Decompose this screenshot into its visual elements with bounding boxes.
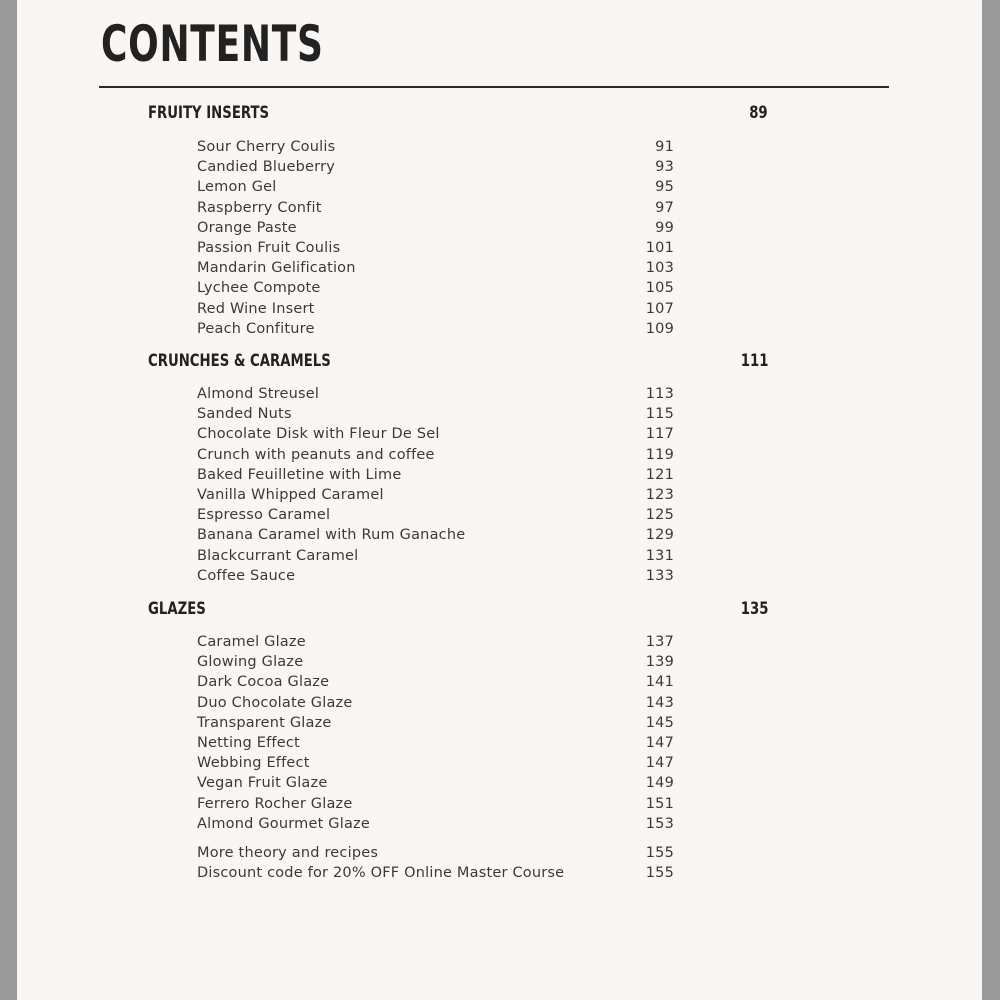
toc-entry[interactable] [197,674,674,694]
toc-entry-title: Almond Gourmet Glaze [197,815,370,832]
section-entries-crunches-caramels [197,386,674,588]
toc-entry-title: Transparent Glaze [197,714,332,731]
toc-entry-page: 113 [645,386,674,402]
toc-entry-page: 133 [645,567,674,584]
toc-entry-title: Candied Blueberry [197,159,336,176]
toc-entry[interactable] [197,487,674,507]
toc-entry[interactable] [197,280,674,300]
toc-entry[interactable] [197,179,674,199]
toc-entry-title: Peach Confiture [197,320,315,337]
toc-entry-page: 147 [645,755,674,772]
toc-entry-title: Almond Streusel [197,386,320,402]
toc-entry-title: Sour Cherry Coulis [197,139,336,155]
toc-entry-page: 117 [645,426,674,443]
toc-entry[interactable] [197,796,674,816]
toc-entry[interactable] [197,301,674,321]
toc-entry[interactable] [197,386,674,406]
toc-entry-page: 149 [645,775,674,792]
toc-entry-title: Dark Cocoa Glaze [197,674,330,691]
toc-entry[interactable] [197,447,674,467]
section-title: FRUITY INSERTS [148,103,270,123]
toc-entry-page: 155 [645,865,674,882]
toc-entry-page: 97 [655,199,674,216]
extra-entries [197,845,674,885]
toc-entry-title: Vanilla Whipped Caramel [197,486,384,503]
toc-entry-title: More theory and recipes [197,845,379,861]
toc-entry-title: Lychee Compote [197,280,321,297]
toc-entry[interactable] [197,654,674,674]
toc-entry-title: Baked Feuilletine with Lime [197,466,402,483]
toc-entry-title: Coffee Sauce [197,567,296,584]
toc-entry-page: 131 [645,547,674,564]
toc-entry-page: 101 [645,239,674,256]
section-heading-crunches-caramels[interactable] [148,351,768,375]
toc-entry-page: 145 [645,714,674,731]
toc-entry-title: Banana Caramel with Rum Ganache [197,527,466,544]
toc-entry-title: Crunch with peanuts and coffee [197,446,435,463]
toc-entry[interactable] [197,200,674,220]
toc-entry-extra[interactable] [197,845,674,865]
document-page [17,0,982,1000]
toc-entry-page: 109 [645,320,674,337]
toc-entry-extra[interactable] [197,865,674,885]
toc-entry-title: Lemon Gel [197,179,277,196]
page-title: CONTENTS [101,15,324,73]
section-page-number: 135 [740,599,768,619]
section-heading-fruity-inserts[interactable] [148,103,768,127]
section-heading-glazes[interactable] [148,599,768,623]
section-page-number: 111 [740,351,768,371]
toc-entry-title: Duo Chocolate Glaze [197,694,353,711]
toc-entry[interactable] [197,220,674,240]
toc-entry-title: Ferrero Rocher Glaze [197,795,353,812]
section-title: GLAZES [148,599,206,619]
toc-entry[interactable] [197,406,674,426]
toc-entry-title: Netting Effect [197,734,300,751]
toc-entry-page: 107 [645,300,674,317]
section-page-number: 89 [749,103,768,123]
toc-entry-title: Caramel Glaze [197,634,306,650]
toc-entry-page: 121 [645,466,674,483]
section-title: CRUNCHES & CARAMELS [148,351,331,371]
toc-entry-page: 119 [645,446,674,463]
toc-entry[interactable] [197,426,674,446]
toc-entry-title: Orange Paste [197,219,297,236]
section-entries-fruity-inserts [197,139,674,341]
toc-entry-title: Red Wine Insert [197,300,315,317]
toc-entry[interactable] [197,568,674,588]
toc-entry[interactable] [197,755,674,775]
toc-entry[interactable] [197,159,674,179]
toc-entry[interactable] [197,467,674,487]
toc-entry-page: 123 [645,486,674,503]
toc-entry[interactable] [197,240,674,260]
toc-entry-title: Sanded Nuts [197,406,292,423]
toc-entry-page: 125 [645,507,674,524]
toc-entry[interactable] [197,260,674,280]
toc-entry[interactable] [197,634,674,654]
toc-entry-page: 95 [655,179,674,196]
toc-entry-page: 93 [655,159,674,176]
toc-entry-page: 151 [645,795,674,812]
title-divider [99,86,889,88]
toc-entry[interactable] [197,695,674,715]
toc-entry-page: 147 [645,734,674,751]
toc-entry-page: 155 [645,845,674,861]
section-entries-glazes [197,634,674,836]
toc-entry-title: Glowing Glaze [197,654,304,671]
toc-entry[interactable] [197,139,674,159]
toc-entry-page: 137 [645,634,674,650]
toc-entry-page: 105 [645,280,674,297]
toc-entry-title: Discount code for 20% OFF Online Master Course [197,865,565,882]
toc-entry[interactable] [197,548,674,568]
toc-entry-title: Espresso Caramel [197,507,331,524]
toc-entry-title: Passion Fruit Coulis [197,239,341,256]
toc-entry-page: 153 [645,815,674,832]
toc-entry-page: 139 [645,654,674,671]
toc-entry[interactable] [197,735,674,755]
toc-entry[interactable] [197,816,674,836]
toc-entry-title: Vegan Fruit Glaze [197,775,328,792]
toc-entry[interactable] [197,507,674,527]
toc-entry-title: Mandarin Gelification [197,260,356,277]
toc-entry-title: Chocolate Disk with Fleur De Sel [197,426,440,443]
toc-entry-title: Webbing Effect [197,755,310,772]
toc-entry-page: 115 [645,406,674,423]
toc-entry-page: 141 [645,674,674,691]
toc-entry-page: 91 [655,139,674,155]
toc-entry-title: Raspberry Confit [197,199,322,216]
toc-entry-page: 103 [645,260,674,277]
toc-entry-page: 99 [655,219,674,236]
toc-entry-page: 129 [645,527,674,544]
toc-entry-page: 143 [645,694,674,711]
toc-entry-title: Blackcurrant Caramel [197,547,359,564]
toc-entry[interactable] [197,715,674,735]
toc-entry[interactable] [197,527,674,547]
toc-entry[interactable] [197,775,674,795]
toc-entry[interactable] [197,321,674,341]
